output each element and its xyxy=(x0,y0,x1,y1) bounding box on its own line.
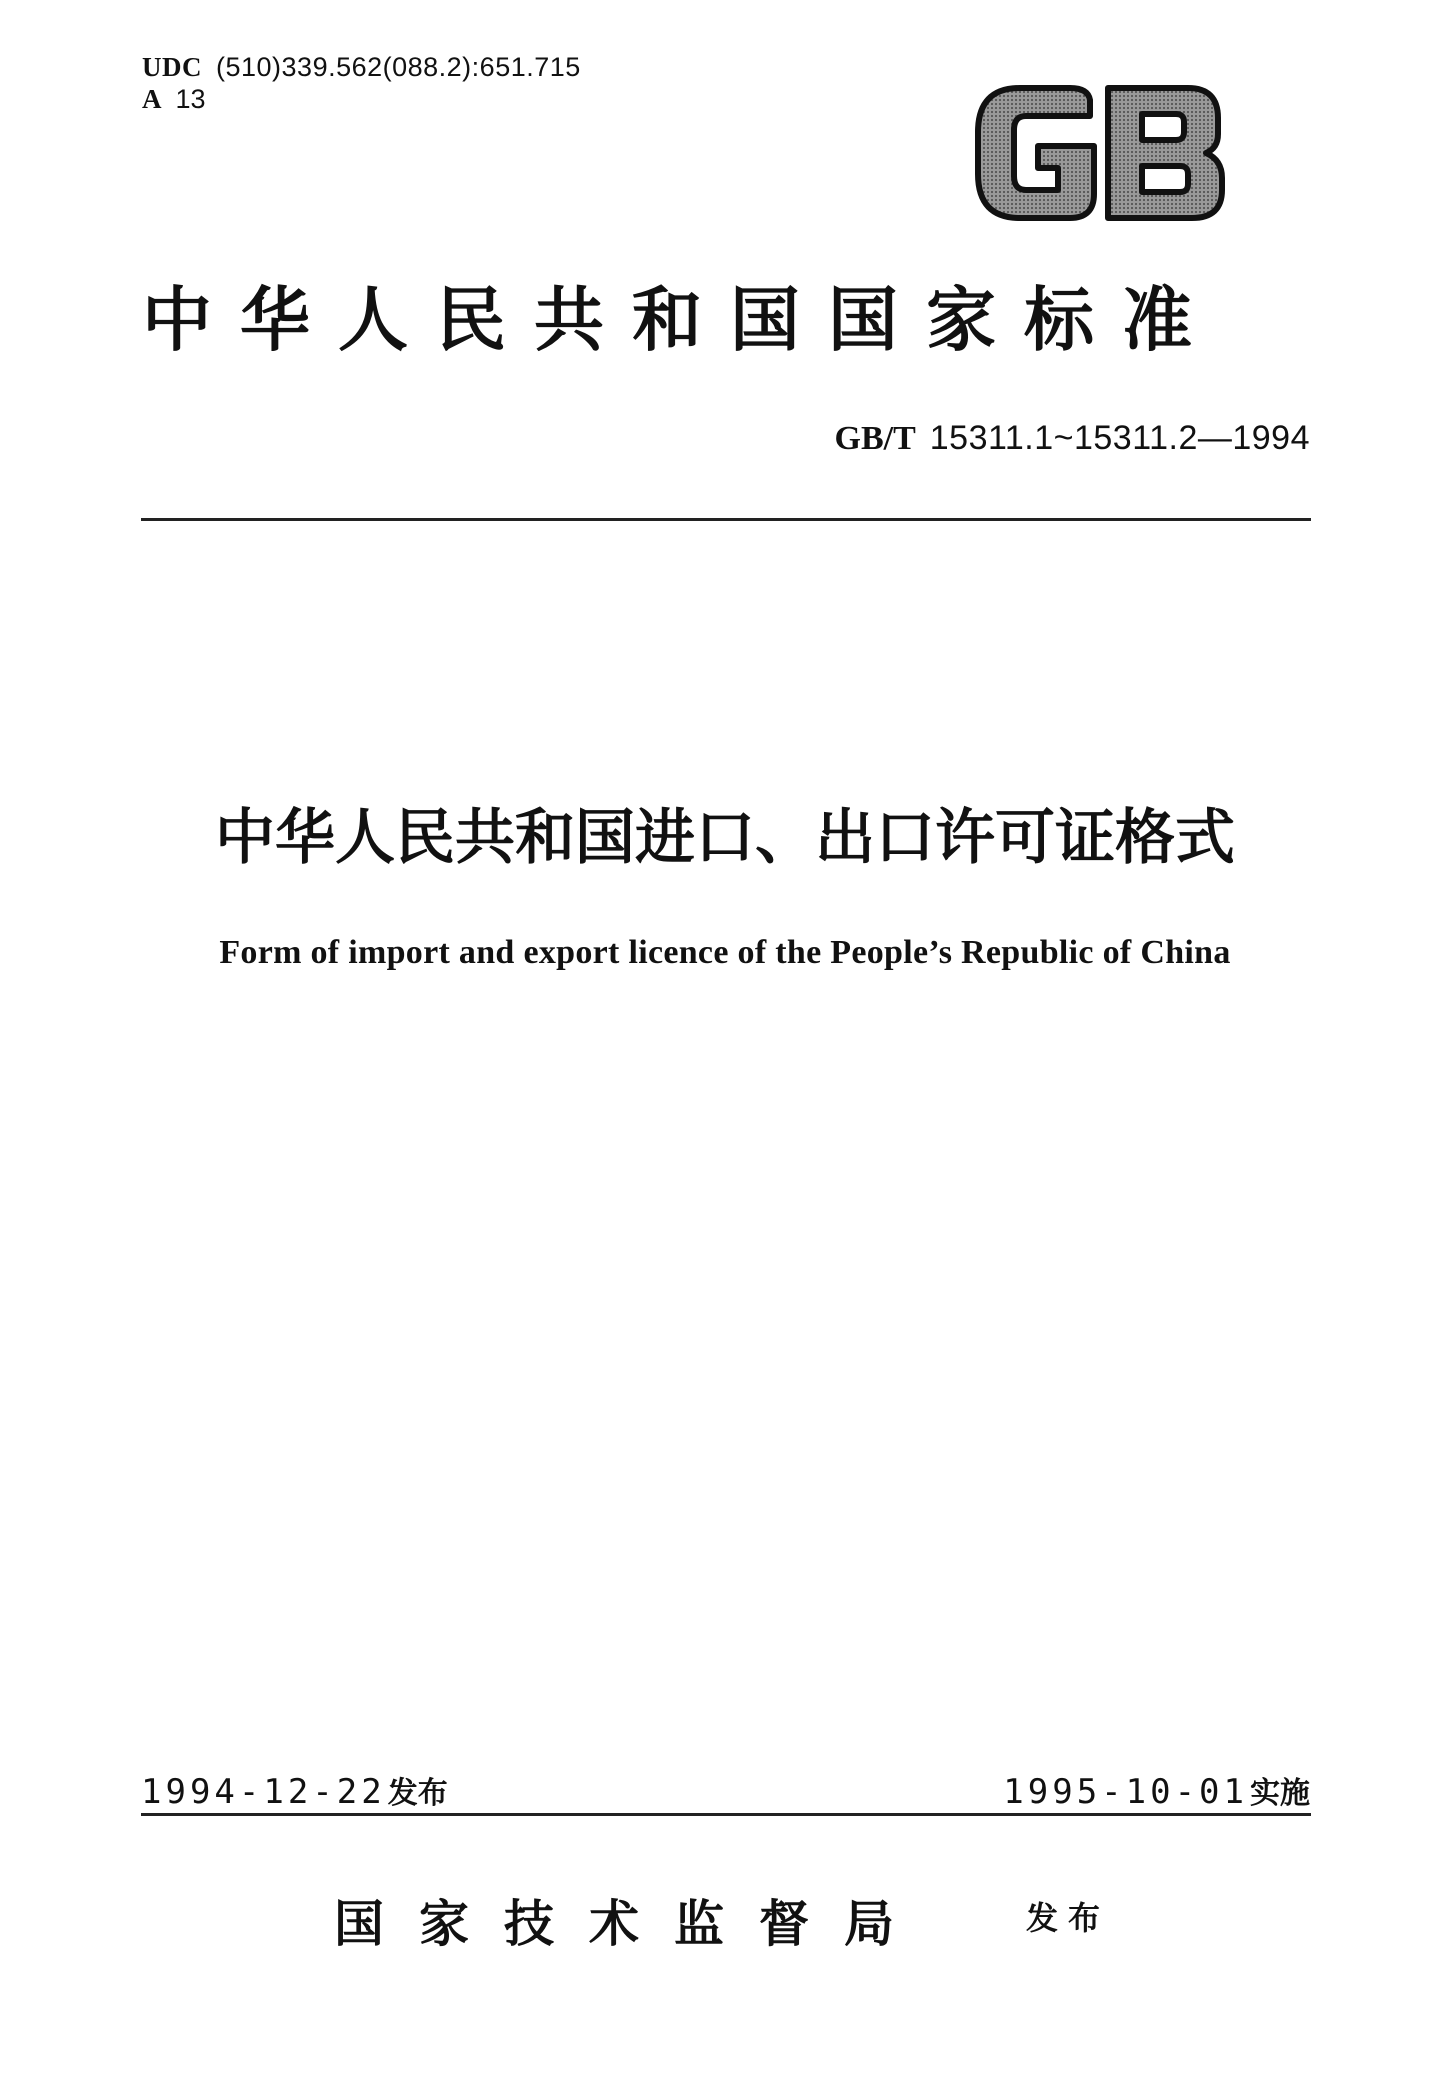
document-title-en: Form of import and export licence of the People’s Republic of China xyxy=(219,934,1231,971)
udc-code: (510)339.562(088.2):651.715 xyxy=(216,52,581,82)
gb-logo xyxy=(970,82,1232,224)
standard-title: 中华人民共和国国家标准 xyxy=(142,278,1220,361)
standard-number-prefix: GB/T xyxy=(834,420,916,457)
category-label: A xyxy=(142,84,162,114)
bottom-divider xyxy=(141,1813,1311,1816)
effective-date-value: 1995-10-01 xyxy=(1003,1772,1248,1812)
issuing-authority-label: 发布 xyxy=(1026,1899,1111,1937)
standard-number-code: 15311.1~15311.2—1994 xyxy=(929,419,1310,457)
issue-date-value: 1994-12-22 xyxy=(141,1772,386,1812)
effective-date xyxy=(1003,1768,1310,1812)
document-title-zh: 中华人民共和国进口、出口许可证格式 xyxy=(215,803,1235,873)
issue-date-label: 发布 xyxy=(387,1776,448,1811)
effective-date-label: 实施 xyxy=(1250,1776,1310,1811)
udc-label: UDC xyxy=(142,52,202,82)
udc-classification xyxy=(142,52,581,83)
category-classification xyxy=(142,84,206,115)
issuing-authority: 国家技术监督局 xyxy=(334,1894,929,1953)
top-divider xyxy=(141,518,1311,521)
gb-logo-graphic xyxy=(970,82,1232,224)
category-code: 13 xyxy=(175,84,206,114)
issue-date xyxy=(141,1768,448,1812)
standard-number xyxy=(835,418,1311,458)
